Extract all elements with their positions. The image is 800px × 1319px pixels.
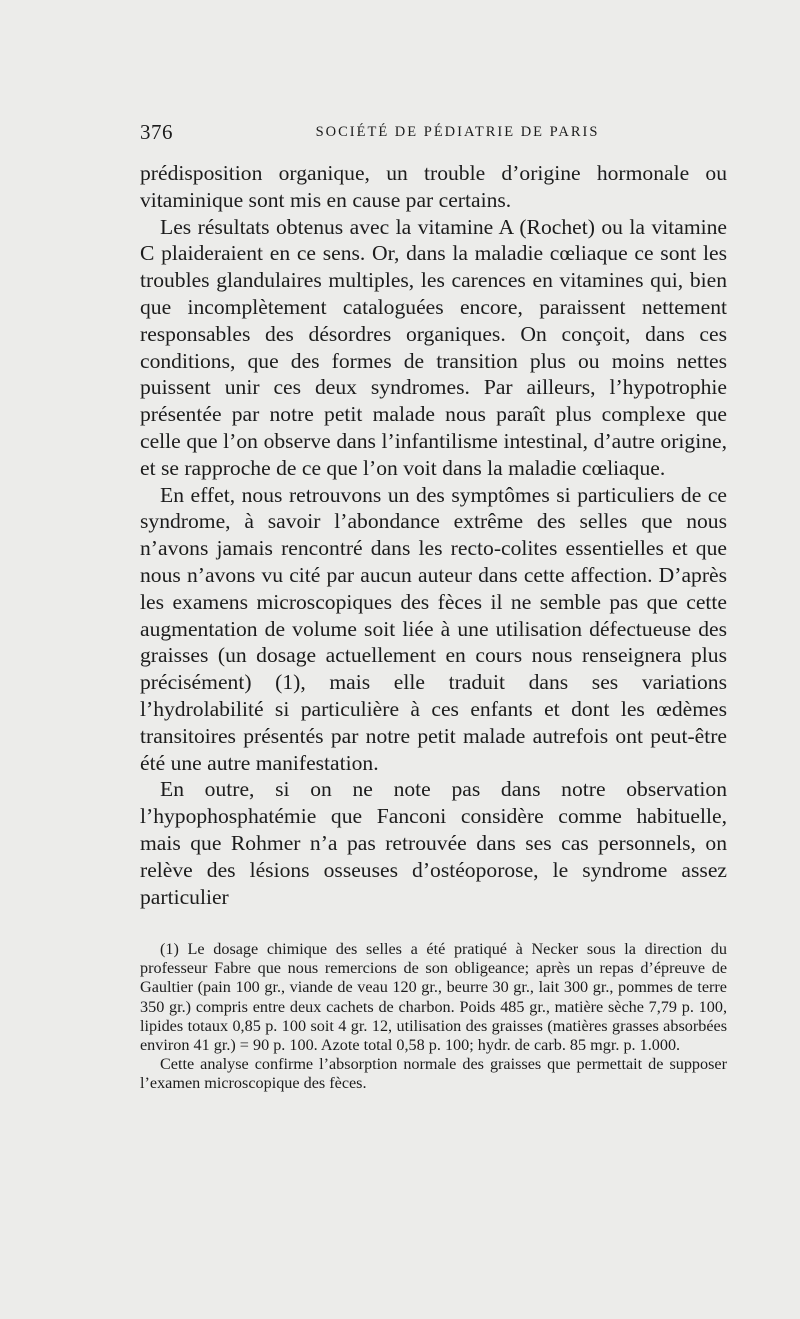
footnote-continuation: Cette analyse confirme l’absorption normale des graisses que permettait de supposer l’examen microscopique des fèces. [140, 1055, 727, 1093]
paragraph: Les résultats obtenus avec la vitamine A (Rochet) ou la vitamine C plaideraient en ce sens. Or, dans la maladie cœliaque ce sont les troubles glandulaires multiples, les carences en vitamines qui, bien que incomplètement cataloguées encore, paraissent nettement responsables des désordres organiques. On conçoit, dans ces conditions, que des formes de transition plus ou moins nettes puissent unir ces deux syndromes. Par ailleurs, l’hypotrophie présentée par notre petit malade nous paraît plus complexe que celle que l’on observe dans l’infantilisme intestinal, d’autre origine, et se rapproche de ce que l’on voit dans la maladie cœliaque. [140, 214, 727, 480]
paragraph-continuation: prédisposition organique, un trouble d’origine hormonale ou vitaminique sont mis en cause par certains. [140, 161, 727, 212]
paragraph: En effet, nous retrouvons un des symptômes si particuliers de ce syndrome, à savoir l’abondance extrême des selles que nous n’avons jamais rencontré dans les recto-colites essentielles et que nous n’avons vu cité par aucun auteur dans cette affection. D’après les examens microscopiques des fèces il ne semble pas que cette augmentation de volume soit liée à une utilisation défectueuse des graisses (un dosage actuellement en cours nous renseignera plus précisément) (1), mais elle traduit dans ses variations l’hydrolabilité si particulière à ces enfants et dont les œdèmes transitoires présentés par notre petit malade autrefois ont peut-être été une autre manifestation. [140, 482, 727, 775]
main-text [140, 160, 727, 910]
footnotes [140, 940, 727, 1094]
footnote: (1) Le dosage chimique des selles a été pratiqué à Necker sous la direction du professeur Fabre que nous remercions de son obligeance; après un repas d’épreuve de Gaultier (pain 100 gr., viande de veau 120 gr., beurre 30 gr., lait 300 gr., pommes de terre 350 gr.) compris entre deux cachets de charbon. Poids 485 gr., matière sèche 7,79 p. 100, lipides totaux 0,85 p. 100 soit 4 gr. 12, utilisation des graisses (matières grasses absorbées environ 41 gr.) = 90 p. 100. Azote total 0,58 p. 100; hydr. de carb. 85 mgr. p. 1.000. [140, 940, 727, 1055]
running-title: SOCIÉTÉ DE PÉDIATRIE DE PARIS [315, 124, 600, 140]
page-number: 376 [140, 120, 173, 144]
running-head [140, 120, 727, 150]
paragraph: En outre, si on ne note pas dans notre observation l’hypophosphatémie que Fanconi considère comme habituelle, mais que Rohmer n’a pas retrouvée dans ses cas personnels, on relève des lésions osseuses d’ostéoporose, le syndrome assez particulier [140, 777, 727, 909]
